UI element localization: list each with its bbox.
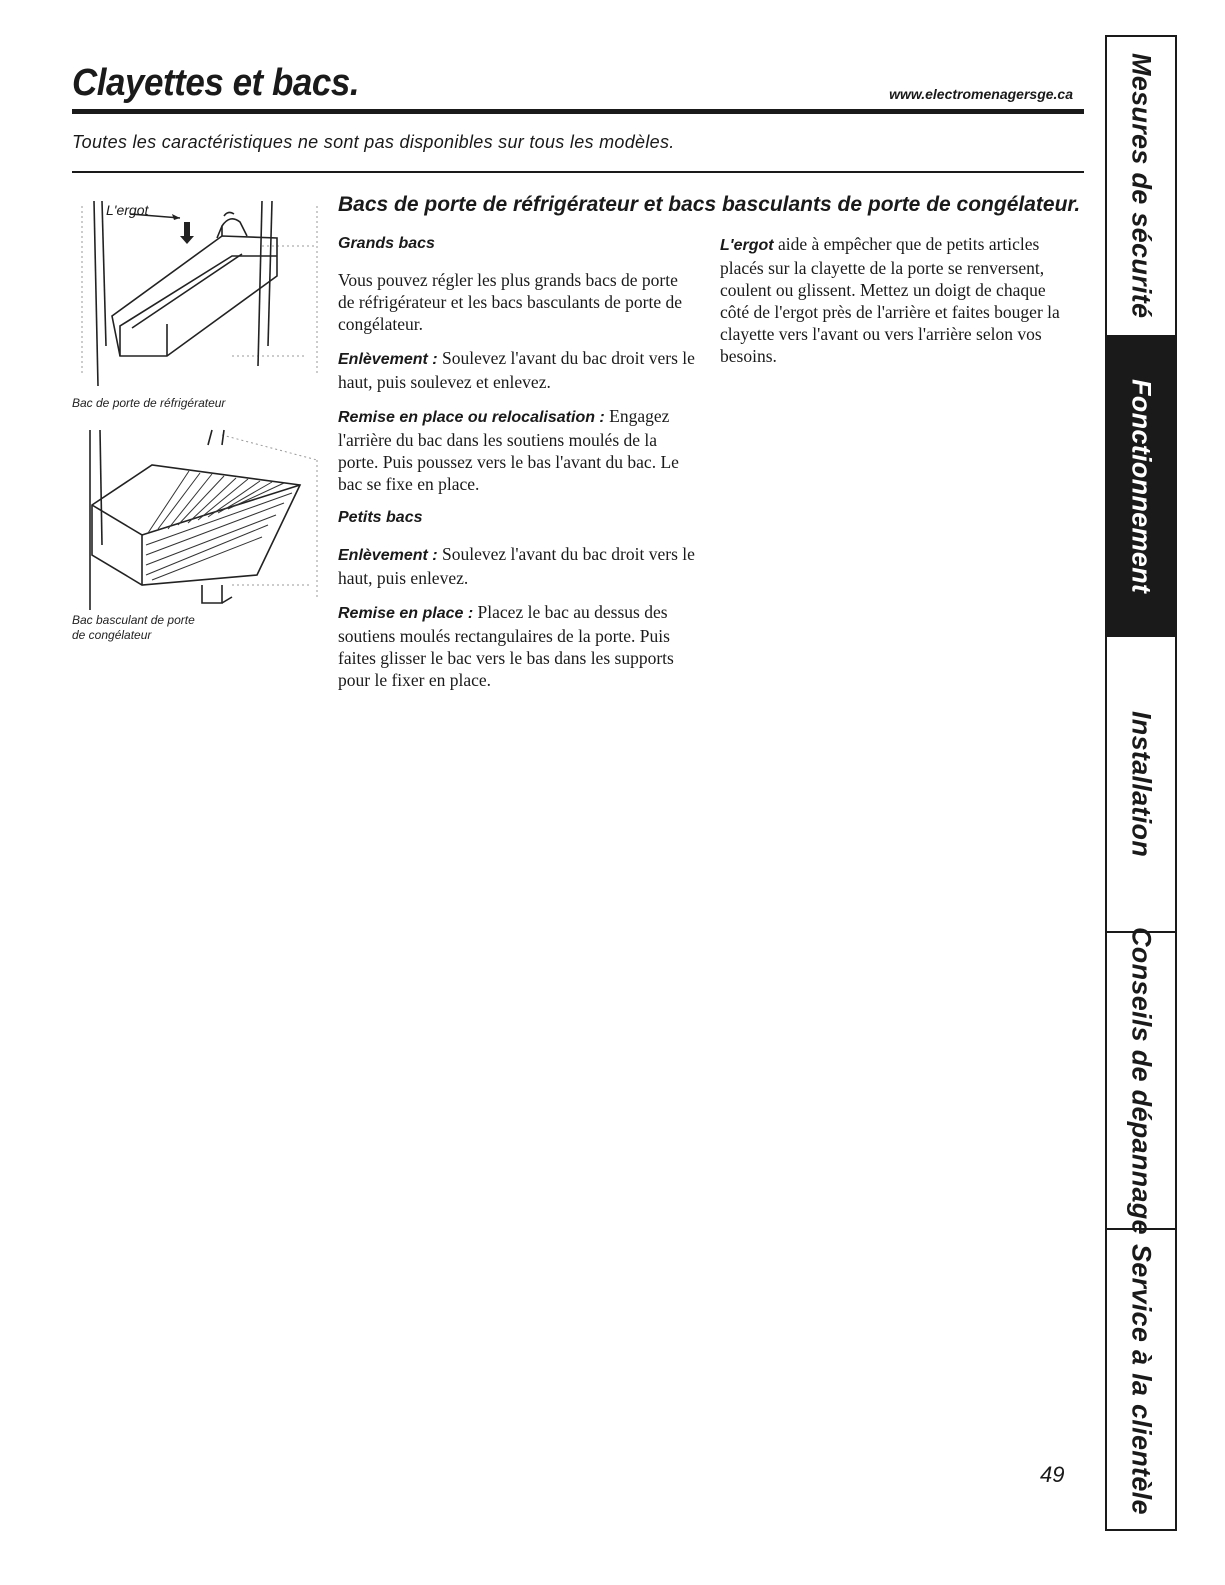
figure-caption-freezer-bin-1: Bac basculant de porte (72, 613, 195, 627)
availability-note: Toutes les caractéristiques ne sont pas disponibles sur tous les modèles. (72, 132, 675, 152)
figure-caption-fridge-bin: Bac de porte de réfrigérateur (72, 396, 226, 410)
figure-fridge-door-bin (72, 196, 322, 411)
small-replace-text: Placez le bac au dessus des soutiens moulés rectangulaires de la porte. Puis faites glisser le bac vers le bas dans les supports pour le fixer en place. (338, 602, 674, 690)
tab-label: Fonctionnement (1126, 378, 1157, 594)
section-rule (72, 171, 1084, 173)
small-removal-paragraph (338, 543, 698, 589)
tab-mesures-de-securite[interactable] (1107, 37, 1175, 337)
figure-freezer-tilt-bin (72, 425, 322, 643)
ergot-text: aide à empêcher que de petits articles placés sur la clayette de la porte se renversent, coulent ou glissent. Mettez un doigt de chaque côté de l'ergot près de l'arrière et faites bouger la clayette vers l'avant ou vers l'arrière selon vos besoins. (720, 234, 1060, 366)
removal-paragraph (338, 347, 698, 393)
freezer-tilt-bin-drawing (72, 425, 322, 613)
ergot-paragraph (720, 233, 1070, 367)
replace-relocate-label: Remise en place ou relocalisation : (338, 409, 605, 426)
tab-conseils-de-depannage[interactable] (1107, 926, 1175, 1235)
small-removal-text: Soulevez l'avant du bac droit vers le haut, puis enlevez. (338, 544, 695, 588)
subheading-large-bins: Grands bacs (338, 235, 435, 252)
subheading-small-bins: Petits bacs (338, 509, 423, 526)
figure-caption-freezer-bin-2: de congélateur (72, 628, 152, 642)
tab-label: Service à la clientèle (1126, 1244, 1157, 1515)
large-bins-intro: Vous pouvez régler les plus grands bacs de porte de réfrigérateur et les bacs basculants de porte de congélateur. (338, 270, 683, 334)
page-title: Clayettes et bacs. (72, 62, 360, 104)
small-replace-label: Remise en place : (338, 605, 474, 622)
tab-installation[interactable] (1107, 637, 1175, 933)
fridge-door-bin-drawing (72, 196, 322, 396)
replace-relocate-paragraph (338, 405, 698, 495)
page-number: 49 (1040, 1462, 1065, 1487)
tab-service-a-la-clientele[interactable] (1107, 1230, 1175, 1529)
ergot-label: L'ergot (720, 237, 774, 254)
small-replace-paragraph (338, 601, 698, 691)
removal-label: Enlèvement : (338, 351, 438, 368)
small-removal-label: Enlèvement : (338, 547, 438, 564)
removal-text: Soulevez l'avant du bac droit vers le haut, puis soulevez et enlevez. (338, 348, 695, 392)
instructions-column-1 (338, 233, 698, 703)
instructions-column-2 (720, 233, 1070, 379)
section-heading: Bacs de porte de réfrigérateur et bacs basculants de porte de congélateur. (338, 193, 1081, 216)
tab-label: Installation (1126, 710, 1157, 858)
section-tabs (1105, 35, 1177, 1531)
website-url: www.electromenagersge.ca (889, 86, 1073, 102)
tab-label: Mesures de sécurité (1126, 53, 1157, 319)
header-rule (72, 109, 1084, 114)
tab-label: Conseils de dépannage (1126, 926, 1157, 1235)
ergot-callout: L'ergot (106, 202, 149, 218)
replace-relocate-text: Engagez l'arrière du bac dans les soutiens moulés de la porte. Puis poussez vers le bas l'avant du bac. Le bac se fixe en place. (338, 406, 679, 494)
tab-fonctionnement[interactable] (1107, 337, 1175, 637)
